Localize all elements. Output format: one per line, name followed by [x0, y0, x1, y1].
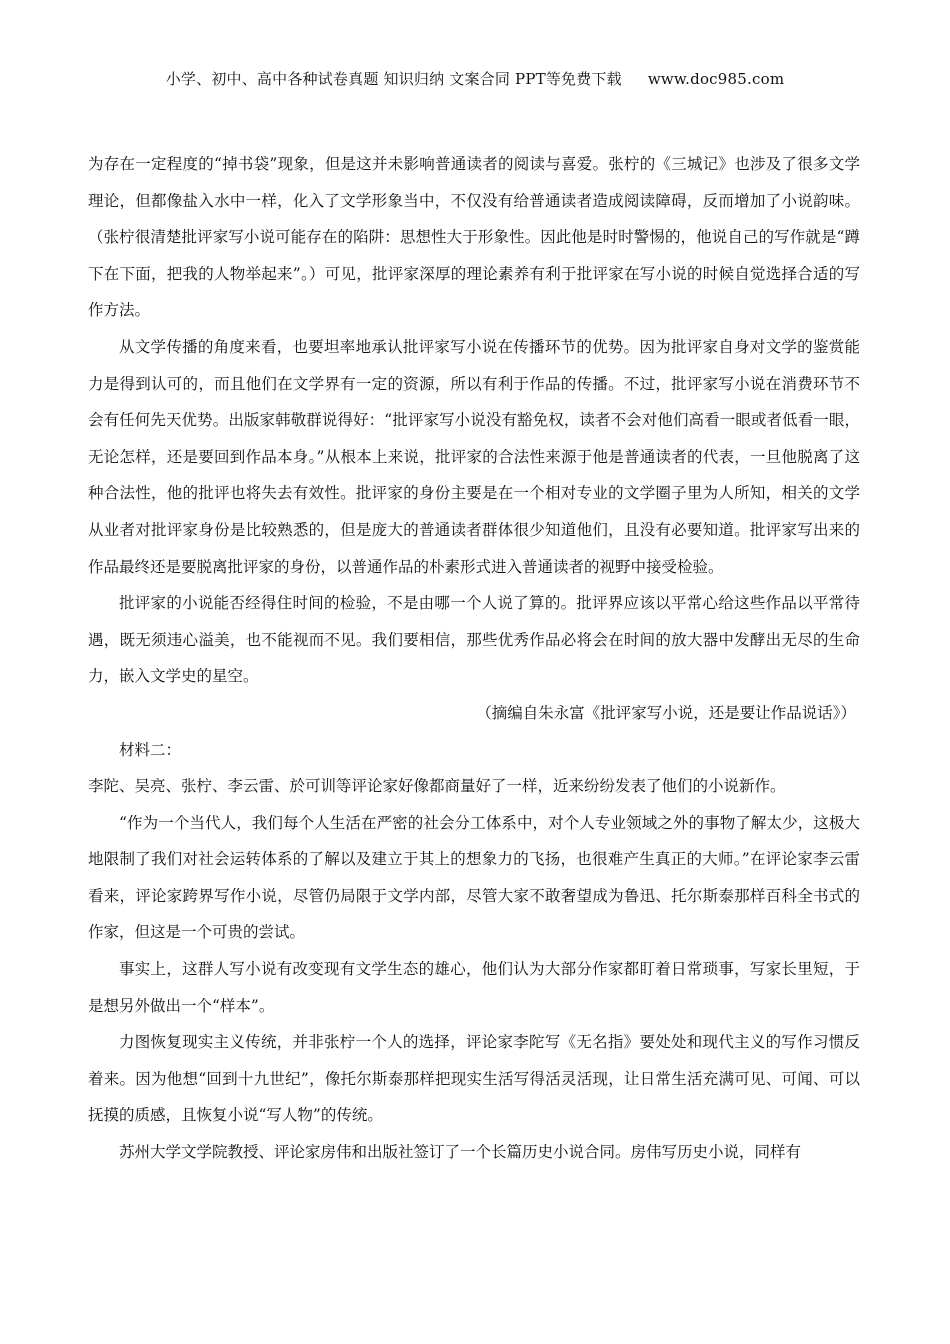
header-url[interactable]: www.doc985.com: [647, 70, 785, 88]
paragraph-8: 苏州大学文学院教授、评论家房伟和出版社签订了一个长篇历史小说合同。房伟写历史小说，同样有: [119, 1143, 802, 1162]
source-citation: （摘编自朱永富《批评家写小说，还是要让作品说话》）: [476, 703, 856, 722]
paragraph-2: 从文学传播的角度来看，也要坦率地承认批评家写小说在传播环节的优势。因为批评家自身对文学的鉴赏能力是得到认可的，而且他们在文学界有一定的资源，所以有利于作品的传播。不过，批评家写小说在消费环节不会有任何先天优势。出版家韩敬群说得好：“批评家写小说没有豁免权，读者不会对他们高看一眼或者低看一眼，无论怎样，还是要回到作品本身。”从根本上来说，批评家的合法性来源于他是普通读者的代表，一旦他脱离了这种合法性，他的批评也将失去有效性。批评家的身份主要是在一个相对专业的文学圈子里为人所知，相关的文学从业者对批评家身份是比较熟悉的，但是庞大的普通读者群体很少知道他们，且没有必要知道。批评家写出来的作品最终还是要脱离批评家的身份，以普通作品的朴素形式进入普通读者的视野中接受检验。: [88, 337, 860, 576]
paragraph-6: 事实上，这群人写小说有改变现有文学生态的雄心，他们认为大部分作家都盯着日常琐事，写家长里短，于是想另外做出一个“样本”。: [88, 960, 860, 1015]
material-two-label: 材料二：: [119, 740, 182, 759]
paragraph-4: 李陀、吴亮、张柠、李云雷、於可训等评论家好像都商量好了一样，近来纷纷发表了他们的小说新作。: [88, 777, 786, 796]
header-text: 小学、初中、高中各种试卷真题 知识归纳 文案合同 PPT等免费下载: [165, 70, 622, 88]
page-header: [0, 68, 950, 89]
paragraph-5: “作为一个当代人，我们每个人生活在严密的社会分工体系中，对个人专业领域之外的事物了解太少，这极大地限制了我们对社会运转体系的了解以及建立于其上的想象力的飞扬，也很难产生真正的大师。”在评论家李云雷看来，评论家跨界写作小说，尽管仍局限于文学内部，尽管大家不敢奢望成为鲁迅、托尔斯泰那样百科全书式的作家，但这是一个可贵的尝试。: [88, 813, 860, 942]
paragraph-7: 力图恢复现实主义传统，并非张柠一个人的选择，评论家李陀写《无名指》要处处和现代主义的写作习惯反着来。因为他想“回到十九世纪”，像托尔斯泰那样把现实生活写得活灵活现，让日常生活充满可见、可闻、可以抚摸的质感，且恢复小说“写人物”的传统。: [88, 1033, 860, 1125]
paragraph-1: 为存在一定程度的“掉书袋”现象，但是这并未影响普通读者的阅读与喜爱。张柠的《三城记》也涉及了很多文学理论，但都像盐入水中一样，化入了文学形象当中，不仅没有给普通读者造成阅读障碍，反而增加了小说韵味。（张柠很清楚批评家写小说可能存在的陷阱：思想性大于形象性。因此他是时时警惕的，他说自己的写作就是“蹲下在下面，把我的人物举起来”。）可见，批评家深厚的理论素养有利于批评家在写小说的时候自觉选择合适的写作方法。: [88, 155, 860, 320]
paragraph-3: 批评家的小说能否经得住时间的检验，不是由哪一个人说了算的。批评界应该以平常心给这些作品以平常待遇，既无须违心溢美，也不能视而不见。我们要相信，那些优秀作品必将会在时间的放大器中发酵出无尽的生命力，嵌入文学史的星空。: [88, 594, 860, 686]
article-body: [88, 146, 860, 1171]
